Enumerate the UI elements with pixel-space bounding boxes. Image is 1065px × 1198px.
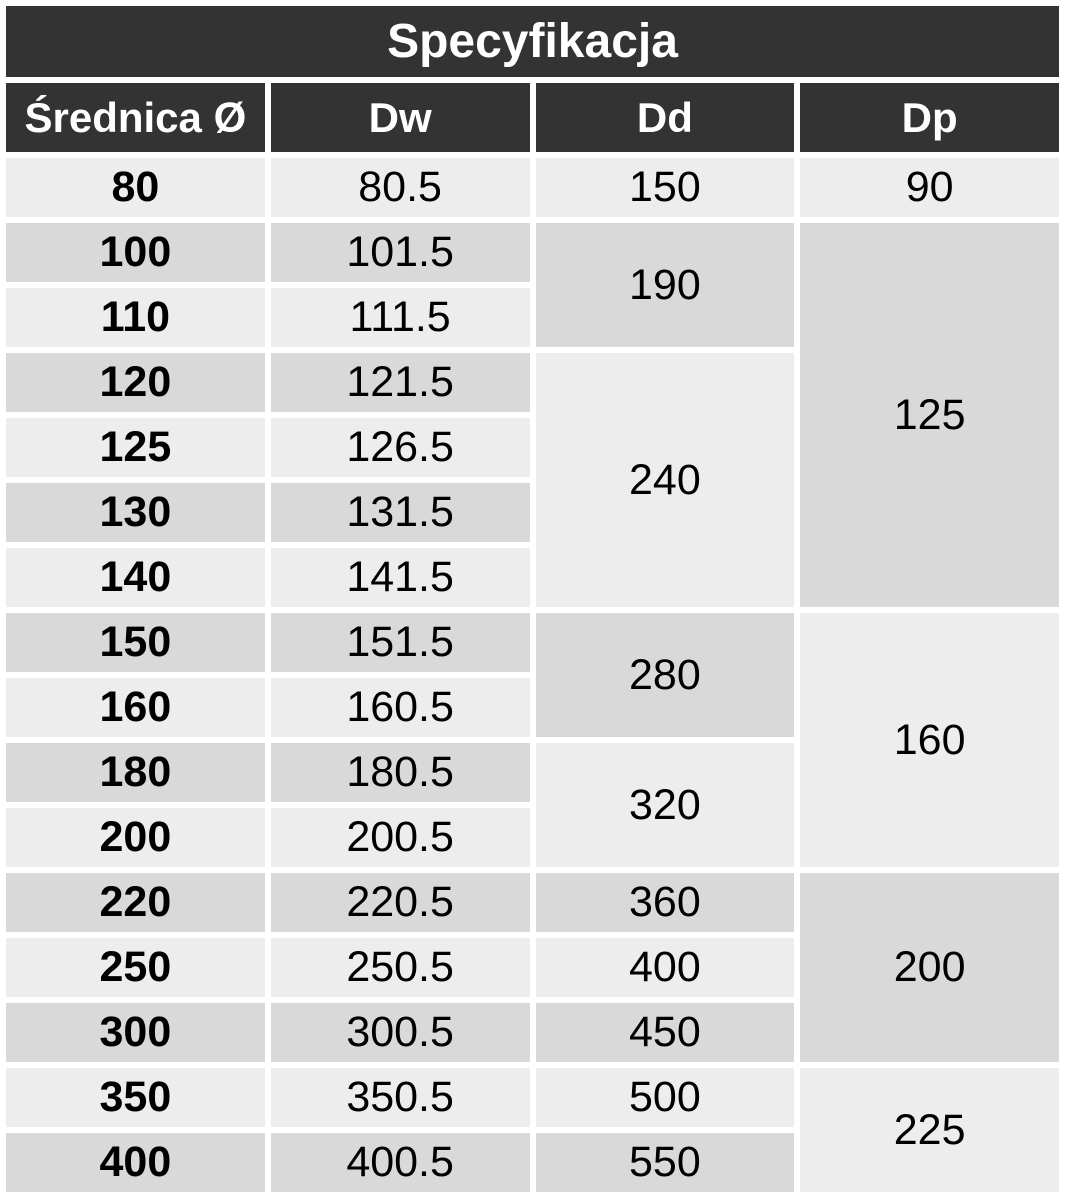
table-title: Specyfikacja [6, 6, 1059, 77]
table-row [6, 873, 1059, 932]
column-header-dd: Dd [536, 83, 795, 152]
cell-dd: 500 [536, 1068, 795, 1127]
cell-dw: 111.5 [271, 288, 530, 347]
cell-dw: 300.5 [271, 1003, 530, 1062]
cell-srednica: 180 [6, 743, 265, 802]
column-header-srednica: Średnica Ø [6, 83, 265, 152]
cell-srednica: 250 [6, 938, 265, 997]
column-header-dw: Dw [271, 83, 530, 152]
cell-dp-merged: 125 [800, 223, 1059, 607]
cell-dd: 360 [536, 873, 795, 932]
cell-dw: 131.5 [271, 483, 530, 542]
table-row [6, 158, 1059, 217]
cell-dw: 101.5 [271, 223, 530, 282]
cell-dw: 200.5 [271, 808, 530, 867]
cell-dw: 220.5 [271, 873, 530, 932]
cell-dw: 160.5 [271, 678, 530, 737]
cell-srednica: 160 [6, 678, 265, 737]
cell-srednica: 200 [6, 808, 265, 867]
cell-dw: 80.5 [271, 158, 530, 217]
cell-srednica: 110 [6, 288, 265, 347]
cell-dp-merged: 160 [800, 613, 1059, 867]
cell-dd: 400 [536, 938, 795, 997]
title-row [6, 6, 1059, 77]
cell-dw: 250.5 [271, 938, 530, 997]
cell-dw: 141.5 [271, 548, 530, 607]
cell-dw: 350.5 [271, 1068, 530, 1127]
cell-dd-merged: 190 [536, 223, 795, 347]
cell-dd: 550 [536, 1133, 795, 1192]
cell-srednica: 80 [6, 158, 265, 217]
cell-dd-merged: 280 [536, 613, 795, 737]
cell-srednica: 350 [6, 1068, 265, 1127]
cell-dw: 400.5 [271, 1133, 530, 1192]
cell-dp-merged: 225 [800, 1068, 1059, 1192]
cell-srednica: 150 [6, 613, 265, 672]
cell-dw: 121.5 [271, 353, 530, 412]
cell-srednica: 100 [6, 223, 265, 282]
cell-dp-merged: 200 [800, 873, 1059, 1062]
cell-dd: 150 [536, 158, 795, 217]
cell-dw: 151.5 [271, 613, 530, 672]
header-row [6, 83, 1059, 152]
cell-srednica: 120 [6, 353, 265, 412]
cell-dd: 450 [536, 1003, 795, 1062]
cell-srednica: 125 [6, 418, 265, 477]
cell-dd-merged: 240 [536, 353, 795, 607]
table-row [6, 223, 1059, 282]
cell-srednica: 130 [6, 483, 265, 542]
table-row [6, 1068, 1059, 1127]
table-row [6, 613, 1059, 672]
cell-dd-merged: 320 [536, 743, 795, 867]
cell-dp: 90 [800, 158, 1059, 217]
cell-srednica: 400 [6, 1133, 265, 1192]
cell-dw: 126.5 [271, 418, 530, 477]
cell-srednica: 140 [6, 548, 265, 607]
cell-srednica: 300 [6, 1003, 265, 1062]
column-header-dp: Dp [800, 83, 1059, 152]
cell-dw: 180.5 [271, 743, 530, 802]
cell-srednica: 220 [6, 873, 265, 932]
